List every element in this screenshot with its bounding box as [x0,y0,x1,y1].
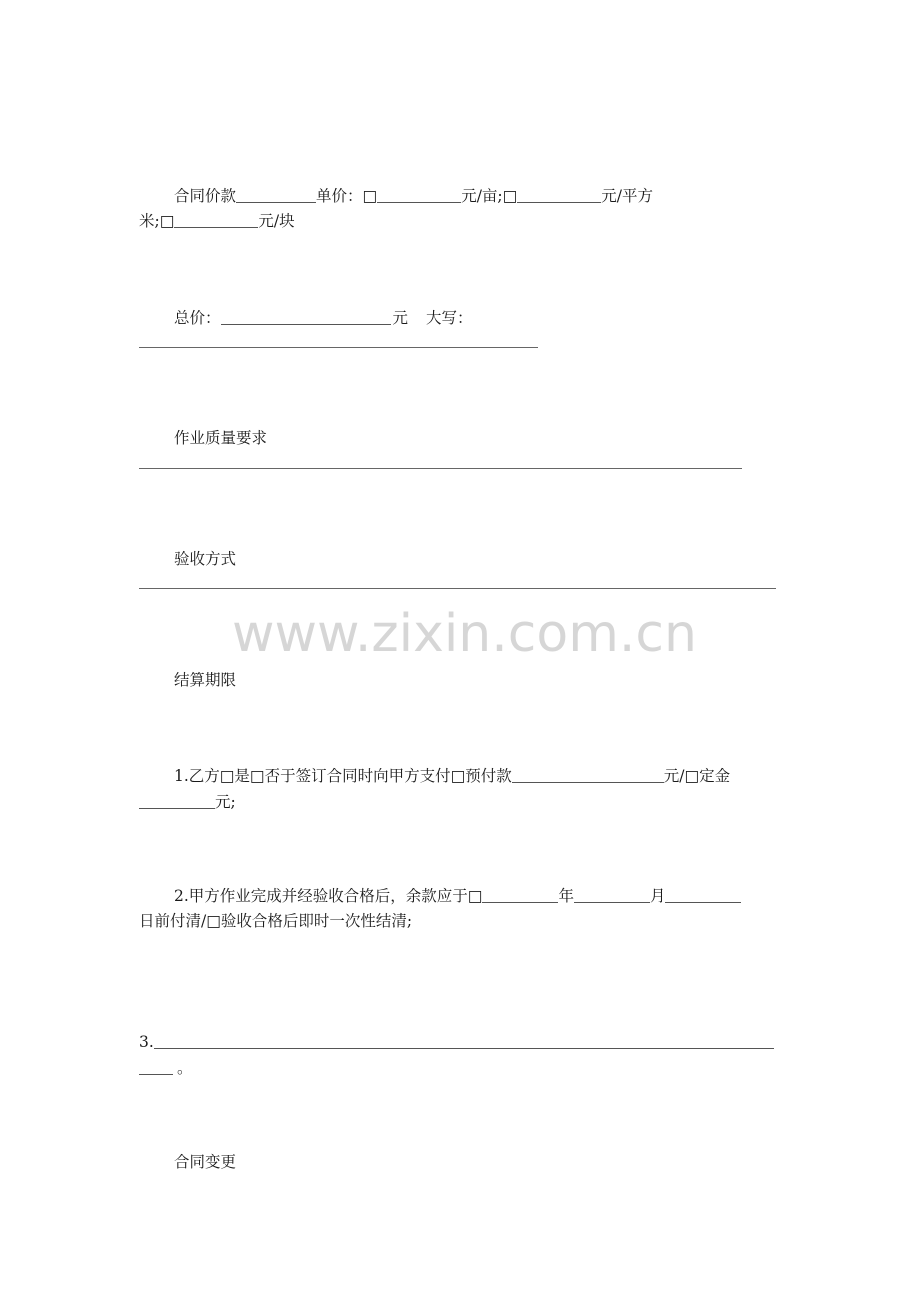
settlement-item-2-line-2: 日前付清/□验收合格后即时一次性结清; [139,912,413,930]
per-sqm-blank[interactable] [517,187,601,203]
year-blank[interactable] [482,887,558,903]
settlement-item-3-line-1 [139,1032,774,1052]
per-sqm-unit: 元/平方 [601,187,654,205]
settlement-item-3-end: 。 [177,1059,193,1077]
total-yuan: 元 [392,309,409,327]
contract-price-line-2 [139,211,295,231]
settlement-item-1-line-2 [139,792,236,812]
settlement-item-1-text: 1.乙方□是□否于签订合同时向甲方支付□预付款 [174,767,512,785]
settlement-item-1-line-1 [174,766,730,786]
settlement-period-label: 结算期限 [174,671,237,689]
month-blank[interactable] [574,887,650,903]
settlement-item-3-blank[interactable] [154,1033,774,1049]
unit-price-label: 单价： [316,187,363,205]
quality-requirement-blank[interactable] [139,468,742,469]
settlement-item-3-line-2 [139,1058,193,1078]
settlement-item-3-prefix: 3. [139,1033,154,1051]
per-block-blank[interactable] [174,212,258,228]
total-label: 总价： [174,309,221,327]
day-blank[interactable] [665,887,741,903]
checkbox-per-mu[interactable]: □ [362,187,378,205]
settlement-item-2-month: 月 [649,887,666,905]
settlement-item-2-text: 2.甲方作业完成并经验收合格后，余款应于□ [174,887,483,905]
per-mu-blank[interactable] [377,187,461,203]
total-price-line [174,308,473,328]
prepayment-blank[interactable] [512,767,664,783]
contract-change-label: 合同变更 [174,1153,237,1171]
contract-price-line-1 [174,186,653,206]
settlement-item-1-yuan: 元; [215,793,236,811]
total-uppercase-blank[interactable] [139,347,538,348]
per-sqm-unit-cont: 米; [139,212,160,230]
checkbox-per-block[interactable]: □ [159,212,175,230]
acceptance-method-blank[interactable] [139,588,776,589]
acceptance-method-label: 验收方式 [174,550,237,568]
quality-requirement-label: 作业质量要求 [174,429,268,447]
watermark: www.zixin.com.cn [232,604,697,664]
settlement-item-1-deposit: 元/□定金 [663,767,731,785]
total-blank[interactable] [221,309,391,325]
deposit-blank[interactable] [139,793,215,809]
per-block-unit: 元/块 [258,212,295,230]
total-uppercase-label: 大写： [426,309,473,327]
per-mu-unit: 元/亩; [461,187,503,205]
settlement-item-3-blank-cont[interactable] [139,1059,173,1075]
contract-price-blank[interactable] [236,187,316,203]
contract-price-label: 合同价款 [174,187,237,205]
checkbox-per-sqm[interactable]: □ [502,187,518,205]
settlement-item-2-line-1 [174,886,741,906]
settlement-item-2-year: 年 [558,887,574,905]
